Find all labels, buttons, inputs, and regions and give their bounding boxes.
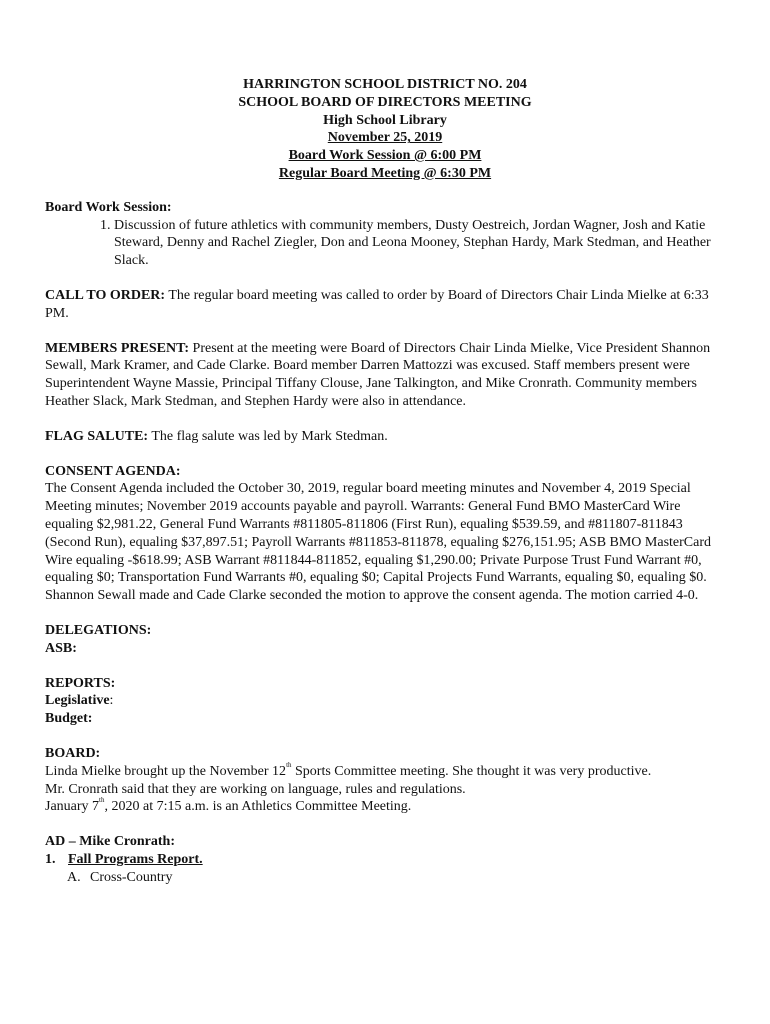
board-line-1-text: Linda Mielke brought up the November 12 bbox=[45, 763, 287, 779]
board-label: BOARD: bbox=[45, 745, 101, 761]
flag-salute-text: The flag salute was led by Mark Stedman. bbox=[148, 428, 388, 444]
document-header bbox=[45, 76, 725, 183]
work-session-time: Board Work Session @ 6:00 PM bbox=[288, 148, 482, 164]
members-present-label: MEMBERS PRESENT: bbox=[45, 340, 190, 356]
district-name: HARRINGTON SCHOOL DISTRICT NO. 204 bbox=[243, 77, 527, 92]
board-section bbox=[45, 745, 725, 816]
meeting-title: SCHOOL BOARD OF DIRECTORS MEETING bbox=[238, 94, 532, 110]
consent-agenda-section bbox=[45, 463, 725, 605]
ordinal-suffix: th bbox=[99, 796, 105, 805]
consent-agenda-label: CONSENT AGENDA: bbox=[45, 463, 181, 479]
reports-label: REPORTS: bbox=[45, 675, 116, 691]
consent-agenda-motion: Shannon Sewall made and Cade Clarke seconded the motion to approve the consent agenda. The motion carried 4-0. bbox=[45, 588, 699, 604]
ad-section bbox=[45, 833, 725, 886]
ad-subitem-letter: A. bbox=[67, 869, 81, 885]
board-line-3 bbox=[45, 798, 725, 816]
ordinal-suffix: th bbox=[286, 760, 292, 769]
flag-salute-label: FLAG SALUTE: bbox=[45, 428, 149, 444]
work-session-section bbox=[45, 199, 725, 270]
board-line-3-text: January 7 bbox=[45, 799, 100, 815]
ad-subitem-text: Cross-Country bbox=[90, 869, 173, 885]
board-line-2: Mr. Cronrath said that they are working on language, rules and regulations. bbox=[45, 781, 466, 797]
members-present-text: Present at the meeting were Board of Directors Chair Linda Mielke, Vice President Shannon Sewall, Mark Kramer, and Cade Clarke. Board member Darren Mattozzi was excused. Staff members present were Superintendent Wayne Massie, Principal Tiffany Clouse, Jane Talkington, and Mike Cronrath. Community members Heather Slack, Mark Stedman, and Stephen Hardy were also in attendance. bbox=[45, 340, 711, 409]
ad-item bbox=[45, 851, 725, 869]
ad-subitem bbox=[45, 869, 725, 887]
budget-label: Budget: bbox=[45, 711, 93, 727]
call-to-order-label: CALL TO ORDER: bbox=[45, 287, 166, 303]
regular-meeting-time: Regular Board Meeting @ 6:30 PM bbox=[278, 165, 492, 181]
meeting-location: High School Library bbox=[323, 112, 447, 128]
ad-item-number: 1. bbox=[45, 851, 56, 867]
call-to-order-text: The regular board meeting was called to order by Board of Directors Chair Linda Mielke at 6:33 PM. bbox=[45, 287, 709, 321]
flag-salute-section bbox=[45, 428, 725, 446]
consent-agenda-text: The Consent Agenda included the October 30, 2019, regular board meeting minutes and November 4, 2019 Special Meeting minutes; November 2019 accounts payable and payroll. Warrants: General Fund BMO MasterCard Wire equaling $2,981.22, General Fund Warrants #811805-811806 (First Run), equaling $539.59, and #811807-811843 (Second Run), equaling $37,897.51; Payroll Warrants #811853-811878, equaling $276,151.95; ASB BMO MasterCard Wire equaling -$618.99; ASB Warrant #811844-811852, equaling $1,290.00; Private Purpose Trust Fund Warrant #0, equaling $0; Transportation Fund Warrants #0, equaling $0; Capital Projects Fund Warrants, equaling $0, equaling $0. bbox=[45, 481, 712, 586]
delegations-label: DELEGATIONS: bbox=[45, 622, 152, 638]
board-line-1 bbox=[45, 760, 725, 781]
asb-label: ASB: bbox=[45, 640, 77, 656]
legislative-colon: : bbox=[109, 693, 114, 709]
board-line-1-rest: Sports Committee meeting. She thought it was very productive. bbox=[291, 763, 652, 779]
work-session-heading: Board Work Session: bbox=[45, 199, 172, 215]
document-page bbox=[45, 76, 725, 886]
ad-label: AD – Mike Cronrath: bbox=[45, 834, 176, 850]
legislative-line bbox=[45, 692, 725, 710]
legislative-label: Legislative bbox=[45, 693, 110, 709]
work-session-list bbox=[45, 217, 725, 270]
delegations-section bbox=[45, 622, 725, 658]
meeting-date: November 25, 2019 bbox=[327, 130, 443, 146]
board-line-3-rest: , 2020 at 7:15 a.m. is an Athletics Committee Meeting. bbox=[104, 799, 412, 815]
ad-item-title: Fall Programs Report. bbox=[68, 851, 203, 867]
reports-section bbox=[45, 675, 725, 728]
work-session-item: 1. Discussion of future athletics with community members, Dusty Oestreich, Jordan Wagner, Josh and Katie Steward, Denny and Rachel Ziegler, Don and Leona Mooney, Stephan Hardy, Mark Stedman, and Heather Slack. bbox=[114, 217, 725, 270]
members-present-section bbox=[45, 340, 725, 411]
call-to-order-section bbox=[45, 287, 725, 323]
